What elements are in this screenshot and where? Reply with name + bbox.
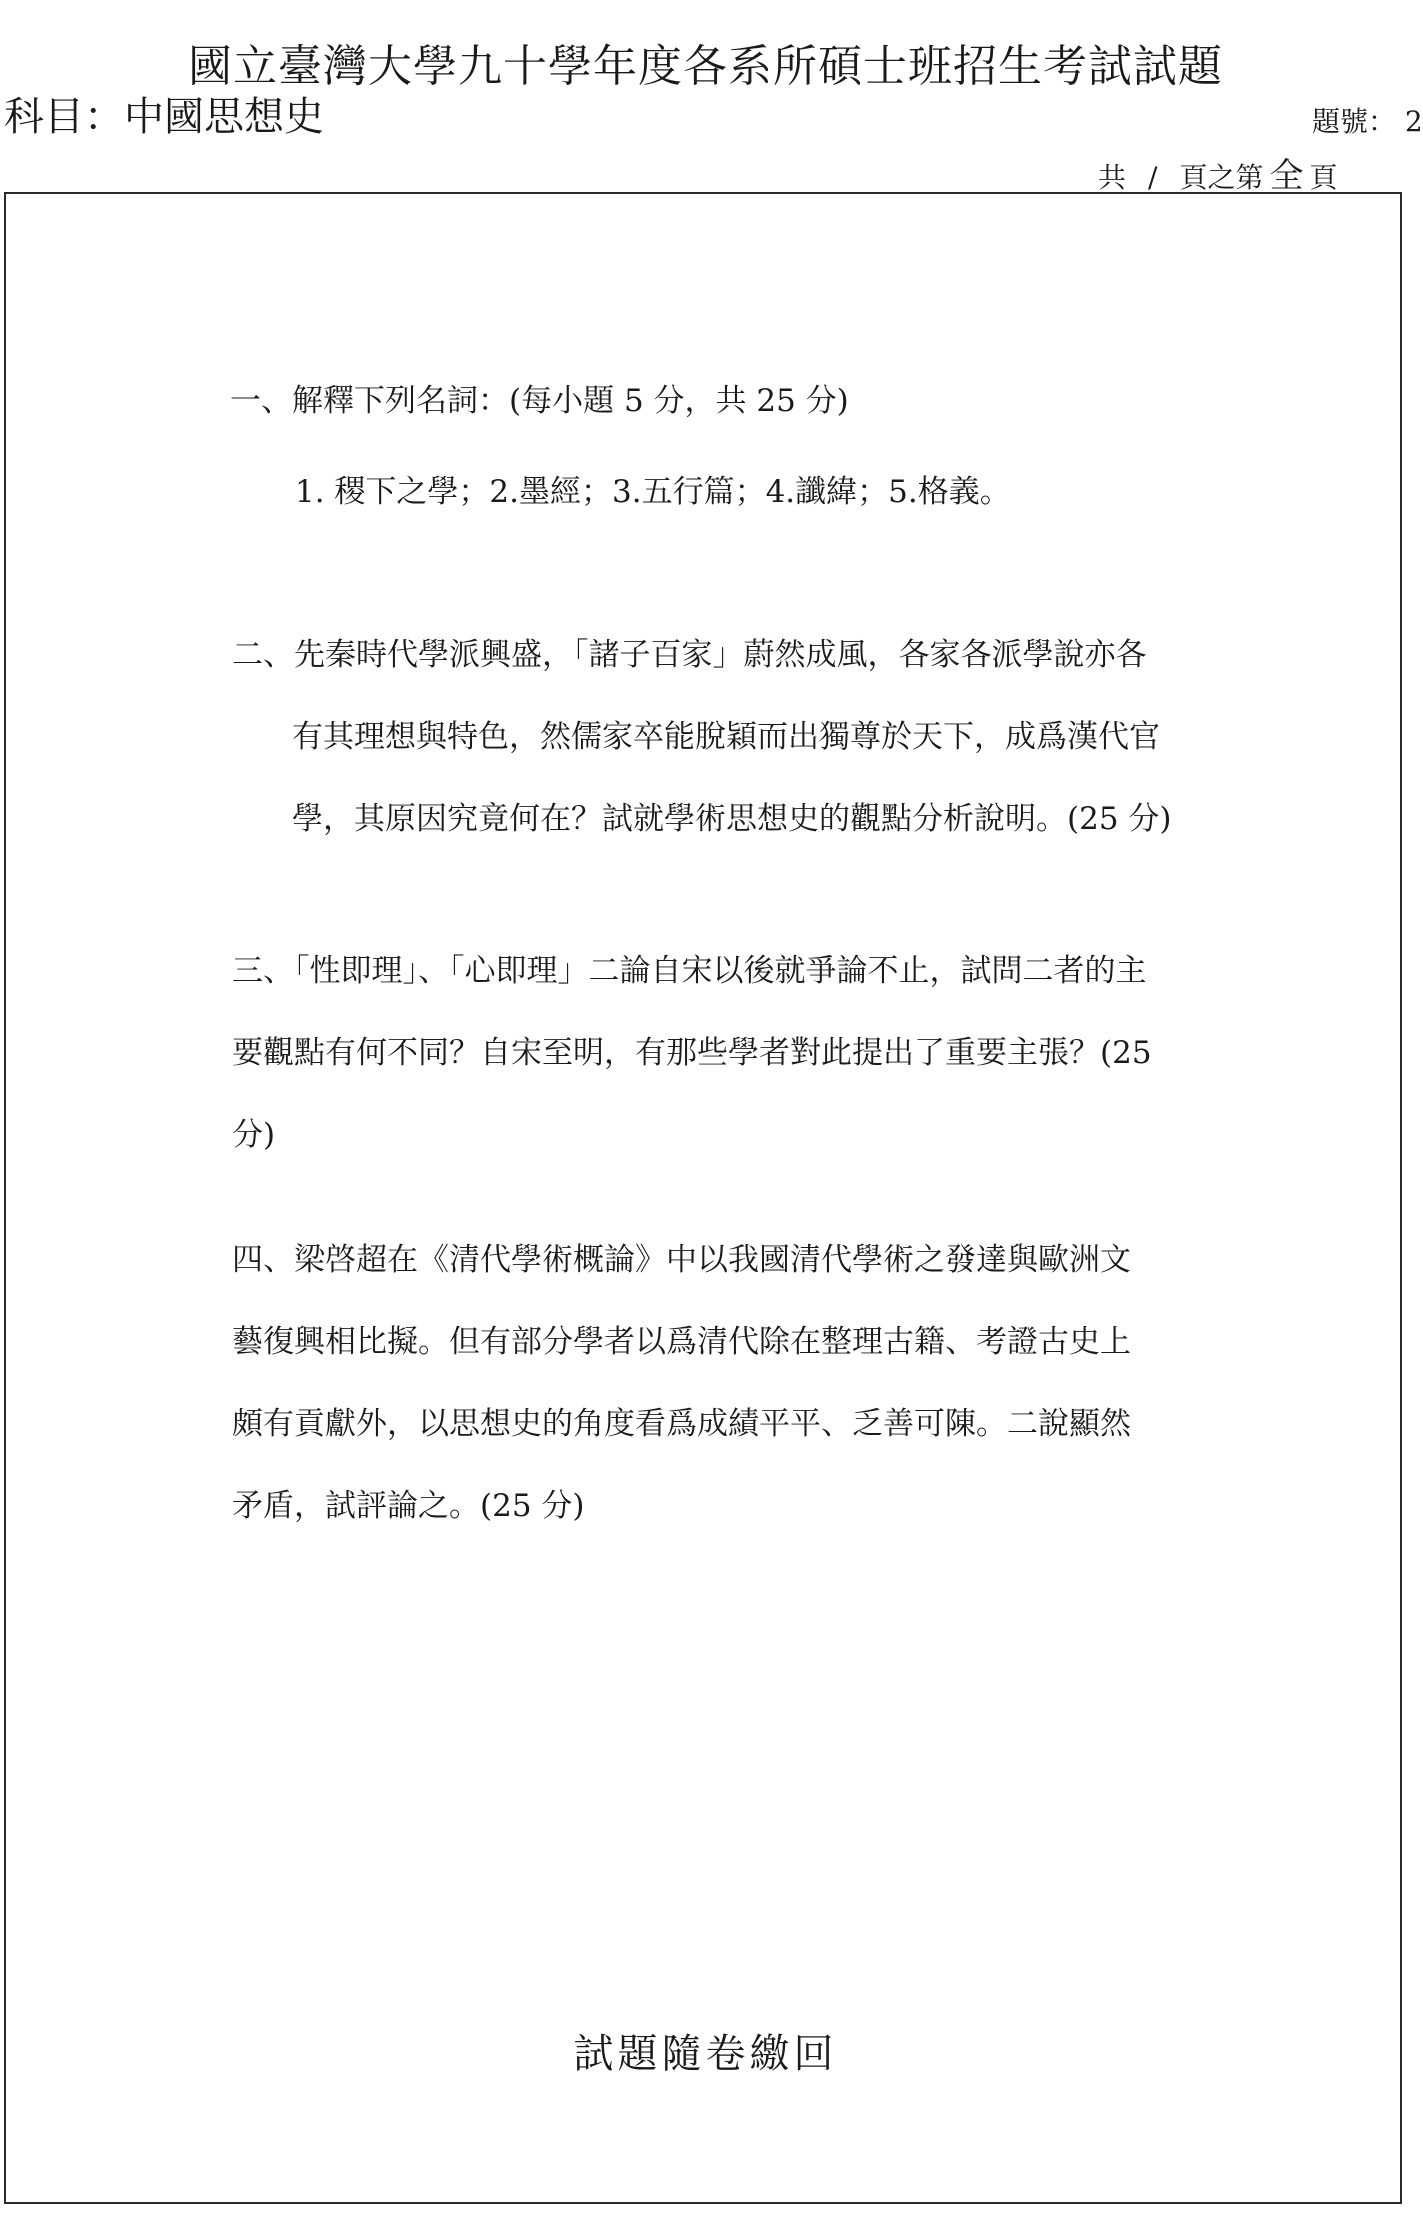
question-1-line-1: 一、解釋下列名詞：(每小題 5 分，共 25 分) [230, 383, 849, 419]
question-2-line-1: 二、先秦時代學派興盛，「諸子百家」蔚然成風，各家各派學說亦各 [232, 637, 1147, 673]
question-2-line-3: 學，其原因究竟何在？試就學術思想史的觀點分析說明。(25 分) [292, 801, 1172, 837]
page-total: / [1148, 161, 1158, 194]
page-middle: 頁之第 [1179, 161, 1264, 194]
page-suffix: 頁 [1309, 161, 1338, 194]
exam-title: 國立臺灣大學九十學年度各系所碩士班招生考試試題 [188, 41, 1223, 92]
question-4-line-2: 藝復興相比擬。但有部分學者以爲清代除在整理古籍、考證古史上 [232, 1324, 1131, 1360]
question-2-line-2: 有其理想與特色，然儒家卒能脫穎而出獨尊於天下，成爲漢代官 [292, 719, 1160, 755]
page-current: 全 [1269, 156, 1304, 196]
question-1-items: 1. 稷下之學；2.墨經；3.五行篇；4.讖緯；5.格義。 [295, 474, 1011, 510]
question-number: 題號： 2 [1312, 105, 1423, 138]
return-notice-stamp: 試題隨卷繳回 [573, 2031, 838, 2077]
question-3-line-2: 要觀點有何不同？自宋至明，有那些學者對此提出了重要主張？(25 [232, 1035, 1152, 1071]
question-3-line-1: 三、「性即理」、「心即理」二論自宋以後就爭論不止，試問二者的主 [232, 953, 1147, 989]
question-4-line-4: 矛盾，試評論之。(25 分) [232, 1488, 585, 1524]
subject-label: 科目：中國思想史 [4, 94, 324, 140]
question-4-line-1: 四、梁啓超在《清代學術概論》中以我國清代學術之發達與歐洲文 [232, 1242, 1131, 1278]
question-3-line-3: 分) [232, 1117, 276, 1153]
page-count [1098, 148, 1337, 197]
question-4-line-3: 頗有貢獻外，以思想史的角度看爲成績平平、乏善可陳。二說顯然 [232, 1406, 1131, 1442]
page-total-prefix: 共 [1098, 161, 1127, 194]
